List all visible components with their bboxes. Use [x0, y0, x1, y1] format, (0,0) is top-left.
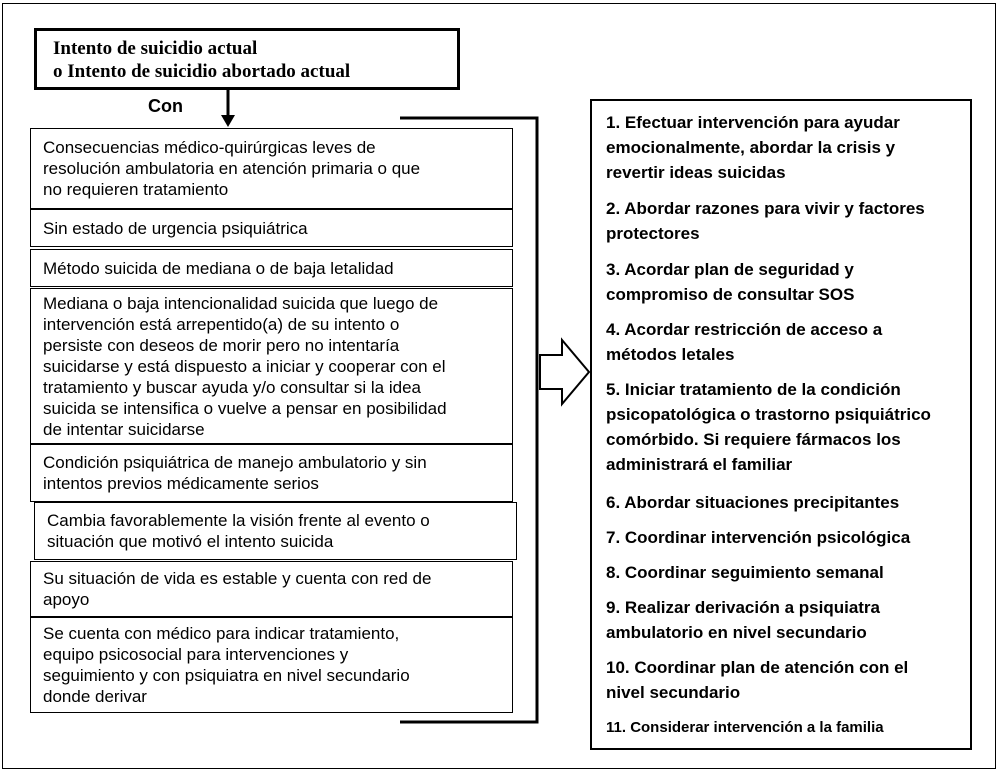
action-item-4: 4. Acordar restricción de acceso a métodos letales — [606, 320, 883, 364]
action-item-6: 6. Abordar situaciones precipitantes — [606, 493, 900, 512]
condition-box-1 — [30, 128, 513, 209]
condition-box-3 — [30, 249, 513, 287]
condition-box-5 — [30, 444, 513, 502]
down-arrow-head — [221, 115, 235, 127]
actions-box — [590, 99, 972, 750]
title-line-2: o Intento de suicidio abortado actual — [53, 61, 351, 82]
connector-label: Con — [148, 96, 183, 116]
condition-text: Mediana o baja intencionalidad suicida que luego de intervención está arrepentido(a) de su intento o persiste con deseos de morir pero no intentaría suicidarse y está dispuesto a iniciar y cooperar con el tratamiento y buscar ayuda y/o consultar si la idea suicida se intensifica o vuelve a pensar en posibilidad de intentar suicidarse — [43, 293, 447, 439]
action-item-7: 7. Coordinar intervención psicológica — [606, 528, 911, 547]
condition-box-4 — [30, 288, 513, 444]
condition-text: Cambia favorablemente la visión frente al evento o situación que motivó el intento suicida — [47, 511, 430, 551]
action-item-3: 3. Acordar plan de seguridad y compromiso de consultar SOS — [606, 260, 855, 304]
condition-text: Su situación de vida es estable y cuenta con red de apoyo — [43, 569, 432, 609]
condition-text: Sin estado de urgencia psiquiátrica — [43, 218, 308, 238]
condition-text: Método suicida de mediana o de baja letalidad — [43, 258, 394, 278]
condition-box-8 — [30, 617, 513, 713]
action-item-9: 9. Realizar derivación a psiquiatra ambulatorio en nivel secundario — [606, 598, 881, 642]
right-arrow — [540, 340, 589, 404]
action-item-10: 10. Coordinar plan de atención con el nivel secundario — [606, 658, 909, 702]
condition-box-7 — [30, 561, 513, 617]
condition-text: Condición psiquiátrica de manejo ambulatorio y sin intentos previos médicamente serios — [43, 453, 427, 493]
condition-box-2 — [30, 209, 513, 247]
action-item-2: 2. Abordar razones para vivir y factores protectores — [606, 199, 925, 243]
condition-text: Se cuenta con médico para indicar tratamiento, equipo psicosocial para intervenciones y seguimiento y con psiquiatra en nivel secundario donde derivar — [43, 624, 410, 706]
condition-text: Consecuencias médico-quirúrgicas leves de resolución ambulatoria en atención primaria o que no requieren tratamiento — [43, 138, 421, 199]
action-item-8: 8. Coordinar seguimiento semanal — [606, 563, 884, 582]
action-item-5: 5. Iniciar tratamiento de la condición psicopatológica o trastorno psiquiátrico comórbido. Si requiere fármacos los administrará el familiar — [606, 380, 931, 474]
condition-box-6 — [34, 502, 517, 560]
title-line-1: Intento de suicidio actual — [53, 38, 258, 59]
action-item-1: 1. Efectuar intervención para ayudar emocionalmente, abordar la crisis y revertir ideas suicidas — [606, 113, 900, 182]
action-item-11: 11. Considerar intervención a la familia — [606, 719, 884, 736]
